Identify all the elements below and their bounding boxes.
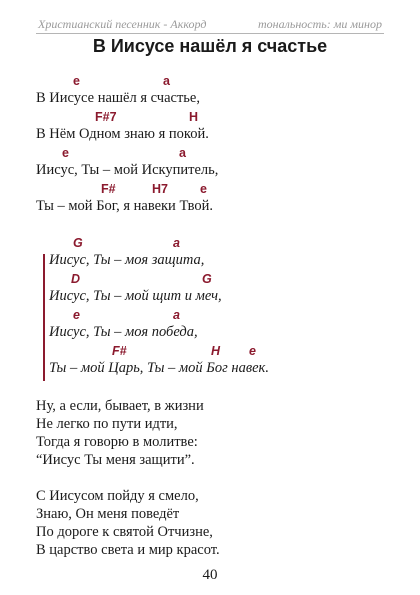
chord: e bbox=[62, 146, 69, 160]
chord: H bbox=[211, 344, 221, 358]
chord: e bbox=[73, 74, 80, 88]
chord: a bbox=[173, 308, 180, 322]
lyric-line: Тогда я говорю в молитве: bbox=[36, 434, 198, 450]
page-number: 40 bbox=[202, 567, 218, 583]
lyric-line: Иисус, Ты – моя защита, bbox=[49, 252, 205, 268]
chord: e bbox=[249, 344, 256, 358]
chord: e bbox=[200, 182, 207, 196]
chord: G bbox=[202, 272, 212, 286]
lyric-line: Ты – мой Бог, я навеки Твой. bbox=[36, 198, 213, 214]
chorus-marker-bar bbox=[43, 254, 45, 381]
chord: D bbox=[71, 272, 81, 286]
lyric-line: С Иисусом пойду я смело, bbox=[36, 488, 199, 504]
lyric-line: Ты – мой Царь, Ты – мой Бог навек. bbox=[49, 360, 269, 376]
chord: a bbox=[173, 236, 180, 250]
lyric-line: Знаю, Он меня поведёт bbox=[36, 506, 180, 522]
chord: H bbox=[189, 110, 199, 124]
chord: H7 bbox=[152, 182, 168, 196]
lyric-line: Не легко по пути идти, bbox=[36, 416, 178, 432]
song-title: В Иисусе нашёл я счастье bbox=[92, 36, 328, 56]
chord: e bbox=[73, 308, 80, 322]
lyric-line: Иисус, Ты – мой щит и меч, bbox=[49, 288, 222, 304]
lyric-line: В Иисусе нашёл я счастье, bbox=[36, 90, 200, 106]
chord: F#7 bbox=[95, 110, 117, 124]
lyric-line: В царство света и мир красот. bbox=[36, 542, 220, 558]
chord: F# bbox=[101, 182, 116, 196]
chord: F# bbox=[112, 344, 127, 358]
chord: G bbox=[73, 236, 83, 250]
header-divider bbox=[36, 33, 384, 34]
lyric-line: Ну, а если, бывает, в жизни bbox=[36, 398, 204, 414]
chord: a bbox=[179, 146, 186, 160]
lyric-line: Иисус, Ты – мой Искупитель, bbox=[36, 162, 219, 178]
lyric-line: В Нём Одном знаю я покой. bbox=[36, 126, 209, 142]
lyric-line: По дороге к святой Отчизне, bbox=[36, 524, 213, 540]
chord: a bbox=[163, 74, 170, 88]
header-book-title: Христианский песенник - Аккорд bbox=[38, 17, 207, 31]
lyric-line: Иисус, Ты – моя победа, bbox=[49, 324, 198, 340]
header-key: тональность: ми минор bbox=[258, 17, 382, 31]
lyric-line: “Иисус Ты меня защити”. bbox=[36, 452, 195, 468]
